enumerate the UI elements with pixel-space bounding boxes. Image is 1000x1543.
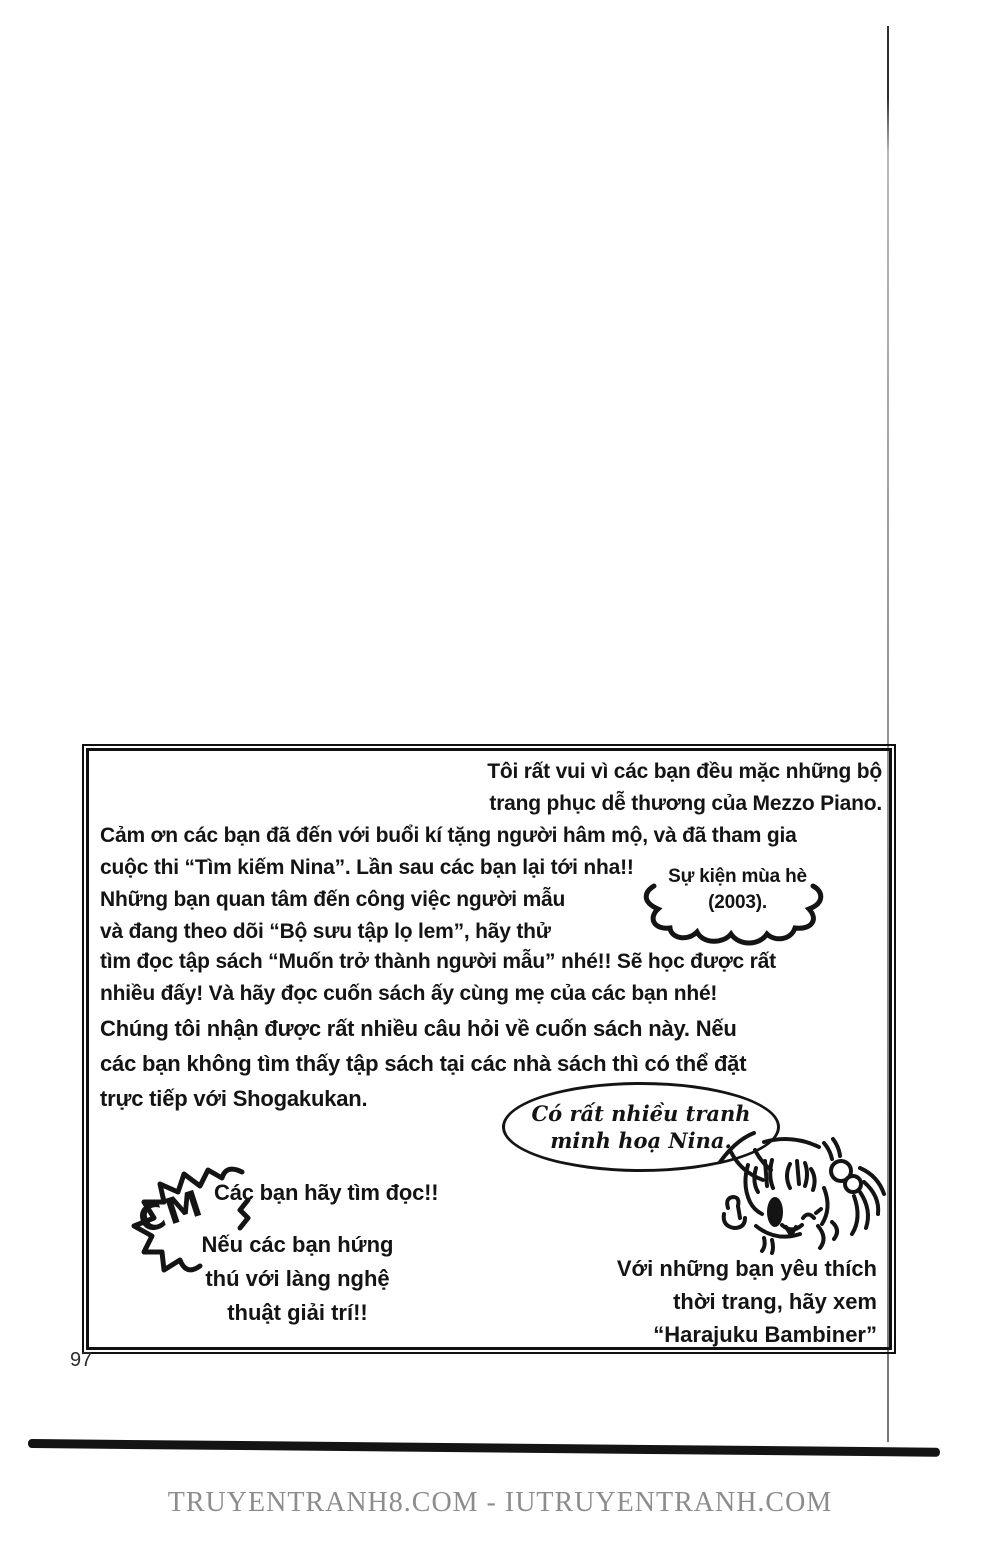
intro-line: trang phục dễ thương của Mezzo Piano. (489, 792, 882, 815)
intro-line: Tôi rất vui vì các bạn đều mặc những bộ (487, 760, 882, 783)
speech-bubble-line: minh hoạ Nina. (550, 1128, 732, 1153)
bottom-divider-line (28, 1439, 940, 1457)
paragraph2-line: Chúng tôi nhận được rất nhiều câu hỏi về cuốn sách này. Nếu (100, 1016, 737, 1041)
right-note (587, 1252, 877, 1351)
paragraph2-line: các bạn không tìm thấy tập sách tại các nhà sách thì có thể đặt (100, 1051, 747, 1076)
paragraph1-line: cuộc thi “Tìm kiếm Nina”. Lần sau các bạn lại tới nha!! (100, 856, 634, 879)
right-note-line: “Harajuku Bambiner” (653, 1322, 877, 1347)
page-number: 97 (70, 1349, 93, 1371)
left-note-line: Nếu các bạn hứng (201, 1232, 394, 1257)
paragraph1-line: Những bạn quan tâm đến công việc người mẫu (100, 888, 566, 911)
paragraph1-line: nhiều đấy! Và hãy đọc cuốn sách ấy cùng mẹ của các bạn nhé! (100, 982, 718, 1005)
right-note-line: Với những bạn yêu thích (616, 1256, 877, 1281)
side-note-line: (2003). (708, 892, 767, 913)
burst-label: CM (133, 1182, 209, 1243)
left-note-line: thuật giải trí!! (227, 1300, 368, 1325)
paragraph1-line: tìm đọc tập sách “Muốn trở thành người mẫu” nhé!! Sẽ học được rất (100, 950, 776, 973)
left-note-line: thú với làng nghệ (205, 1266, 390, 1291)
site-watermark: TRUYENTRANH8.COM - IUTRUYENTRANH.COM (167, 1487, 833, 1518)
speech-bubble-line: Có rất nhiều tranh (531, 1101, 751, 1126)
call-to-action-line: Các bạn hãy tìm đọc!! (214, 1180, 439, 1205)
scallop-underbrace-icon (638, 882, 866, 946)
paragraph1-line: Cảm ơn các bạn đã đến với buổi kí tặng người hâm mộ, và đã tham gia (100, 824, 797, 847)
side-note-line: Sự kiện mùa hè (668, 866, 807, 887)
right-note-line: thời trang, hãy xem (673, 1289, 877, 1314)
paragraph1-line: và đang theo dõi “Bộ sưu tập lọ lem”, hãy thử (100, 920, 551, 943)
left-note (180, 1228, 415, 1330)
paragraph2-line: trực tiếp với Shogakukan. (100, 1086, 368, 1111)
